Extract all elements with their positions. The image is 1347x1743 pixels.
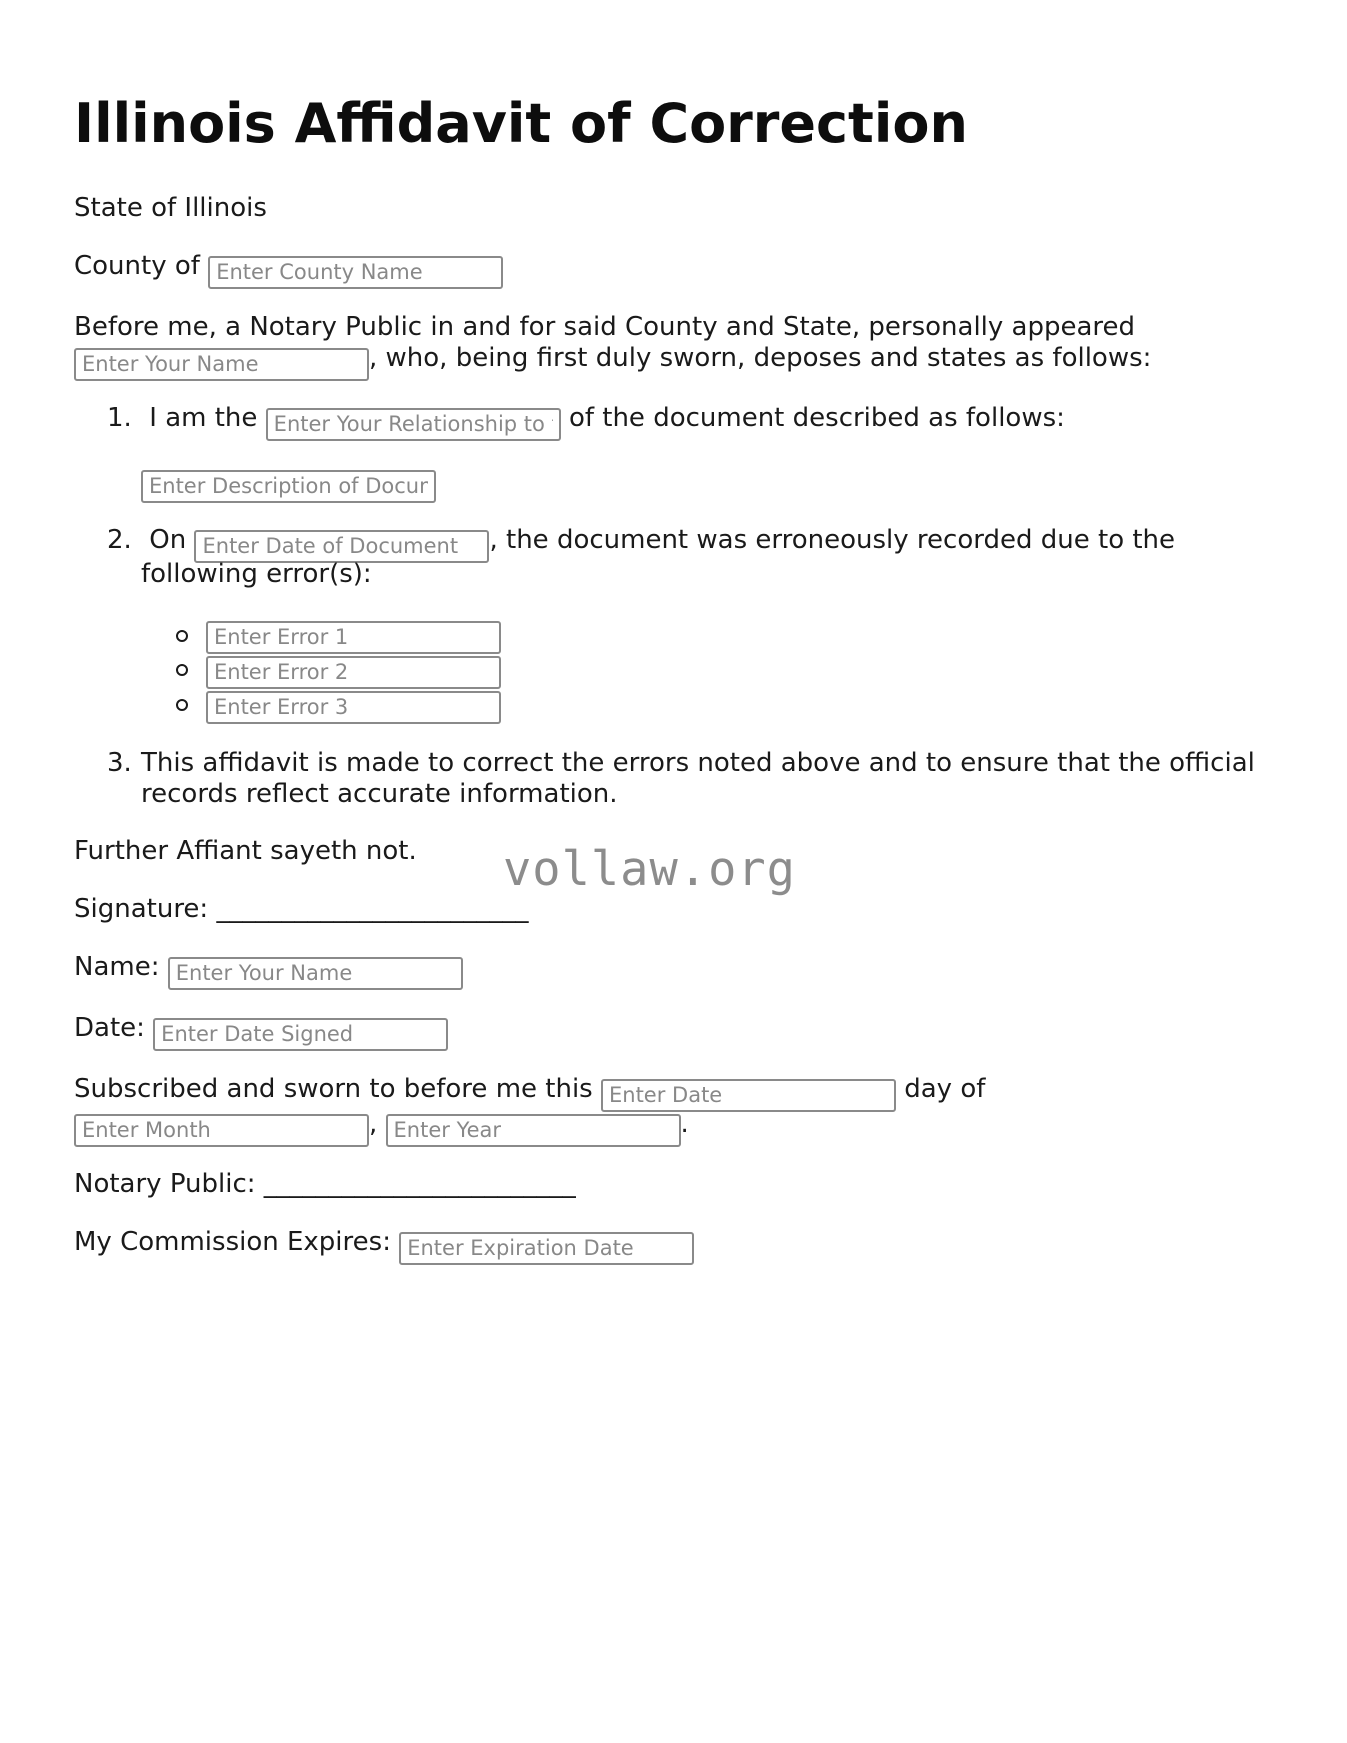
notary-line: ________________________ (263, 1169, 576, 1199)
date-label: Date: (74, 1013, 145, 1043)
item-3-number: 3. (107, 748, 132, 778)
name-input[interactable] (168, 957, 463, 990)
item-2-text-before: On (149, 525, 187, 555)
subscribed-year-input[interactable] (386, 1114, 681, 1147)
error-2-bullet (176, 664, 188, 676)
commission-row (74, 1227, 694, 1265)
item-1-number: 1. (107, 403, 132, 433)
error-1-input[interactable] (206, 621, 501, 654)
intro-text-before: Before me, a Notary Public in and for said County and State, personally appeared (74, 312, 1136, 342)
subscribed-day-input[interactable] (601, 1079, 896, 1112)
subscribed-line-2 (74, 1109, 689, 1147)
date-row (74, 1013, 448, 1051)
item-2-text-after: , the document was erroneously recorded due to the (489, 525, 1176, 555)
relationship-input[interactable] (266, 408, 561, 441)
item-2-line-2 (141, 559, 372, 590)
date-signed-input[interactable] (153, 1018, 448, 1051)
subscribed-text-before: Subscribed and sworn to before me this (74, 1074, 593, 1104)
error-1-row (206, 616, 501, 654)
name-label: Name: (74, 952, 160, 982)
document-description-input[interactable] (141, 470, 436, 503)
item-3-text-line-2: records reflect accurate information. (141, 779, 618, 809)
county-input[interactable] (208, 256, 503, 289)
item-2-number: 2. (107, 525, 132, 555)
signature-line: ________________________ (216, 894, 529, 924)
error-2-row (206, 651, 501, 689)
error-3-input[interactable] (206, 691, 501, 724)
further-text: Further Affiant sayeth not. (74, 836, 417, 866)
item-3-line-1 (107, 748, 1255, 779)
signature-row (74, 894, 528, 925)
commission-label: My Commission Expires: (74, 1227, 391, 1257)
notary-row (74, 1169, 576, 1200)
item-1-description-row (141, 465, 436, 503)
name-row (74, 952, 463, 990)
item-3-line-2 (141, 779, 618, 810)
subscribed-comma: , (369, 1109, 378, 1139)
error-3-bullet (176, 699, 188, 711)
subscribed-month-input[interactable] (74, 1114, 369, 1147)
intro-text-after: , who, being first duly sworn, deposes and states as follows: (369, 343, 1152, 373)
item-1-row (107, 403, 1065, 441)
item-2-text-line-2: following error(s): (141, 559, 372, 589)
county-label: County of (74, 251, 200, 281)
intro-line-2 (74, 343, 1151, 381)
intro-line-1 (74, 312, 1135, 343)
subscribed-period: . (680, 1109, 689, 1139)
notary-label: Notary Public: (74, 1169, 256, 1199)
state-text: State of Illinois (74, 193, 267, 223)
error-3-row (206, 686, 501, 724)
commission-expiration-input[interactable] (399, 1232, 694, 1265)
item-1-text-before: I am the (149, 403, 258, 433)
item-2-row (107, 525, 1175, 563)
watermark: vollaw.org (503, 842, 796, 897)
error-2-input[interactable] (206, 656, 501, 689)
subscribed-text-after: day of (904, 1074, 986, 1104)
error-1-bullet (176, 630, 188, 642)
document-date-input[interactable] (194, 530, 489, 563)
affiant-name-input[interactable] (74, 348, 369, 381)
further-line (74, 836, 417, 867)
county-row (74, 251, 503, 289)
signature-label: Signature: (74, 894, 209, 924)
page-title: Illinois Affidavit of Correction (74, 92, 968, 155)
item-1-text-after: of the document described as follows: (568, 403, 1065, 433)
subscribed-line-1 (74, 1074, 985, 1112)
state-line (74, 193, 267, 224)
item-3-text-line-1: This affidavit is made to correct the errors noted above and to ensure that the official (141, 748, 1255, 778)
